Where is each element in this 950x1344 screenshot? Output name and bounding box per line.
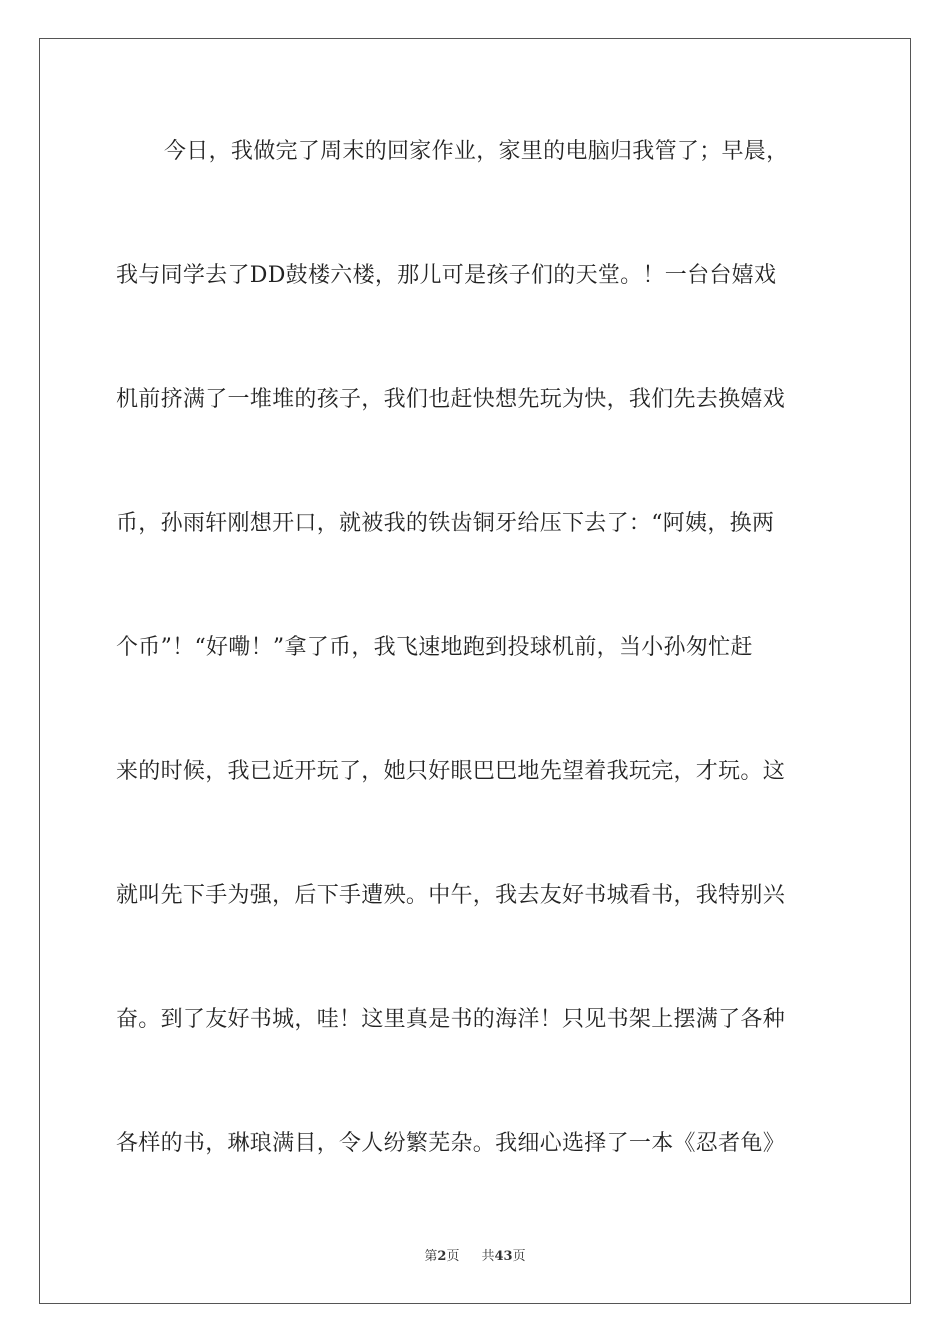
paragraph-line-2: 我与同学去了DD鼓楼六楼，那儿可是孩子们的天堂。！一台台嬉戏 xyxy=(116,263,777,288)
paragraph-line-9: 各样的书，琳琅满目，令人纷繁芜杂。我细心选择了一本《忍者龟》 xyxy=(116,1131,786,1156)
paragraph-line-4: 币，孙雨轩刚想开口，就被我的铁齿铜牙给压下去了：“阿姨，换两 xyxy=(116,511,775,536)
page-border xyxy=(39,38,911,1304)
paragraph-line-8: 奋。到了友好书城，哇！这里真是书的海洋！只见书架上摆满了各种 xyxy=(116,1007,786,1032)
footer-page-prefix: 第 xyxy=(424,1249,438,1264)
footer-page-number: 2 xyxy=(437,1249,447,1264)
paragraph-line-1: 今日，我做完了周末的回家作业，家里的电脑归我管了；早晨， xyxy=(164,139,789,164)
footer-page-suffix: 页 xyxy=(446,1249,460,1264)
paragraph-line-3: 机前挤满了一堆堆的孩子，我们也赶快想先玩为快，我们先去换嬉戏 xyxy=(116,387,786,412)
footer-total-prefix: 共 xyxy=(481,1249,495,1264)
paragraph-line-6: 来的时候，我已近开玩了，她只好眼巴巴地先望着我玩完，才玩。这 xyxy=(116,759,786,784)
footer-total-pages: 43 xyxy=(494,1249,513,1264)
paragraph-line-7: 就叫先下手为强，后下手遭殃。中午，我去友好书城看书，我特别兴 xyxy=(116,883,786,908)
page-footer xyxy=(0,1248,950,1266)
paragraph-line-5: 个币”！“好嘞！”拿了币，我飞速地跑到投球机前，当小孙匆忙赶 xyxy=(116,635,753,660)
footer-total-suffix: 页 xyxy=(512,1249,526,1264)
